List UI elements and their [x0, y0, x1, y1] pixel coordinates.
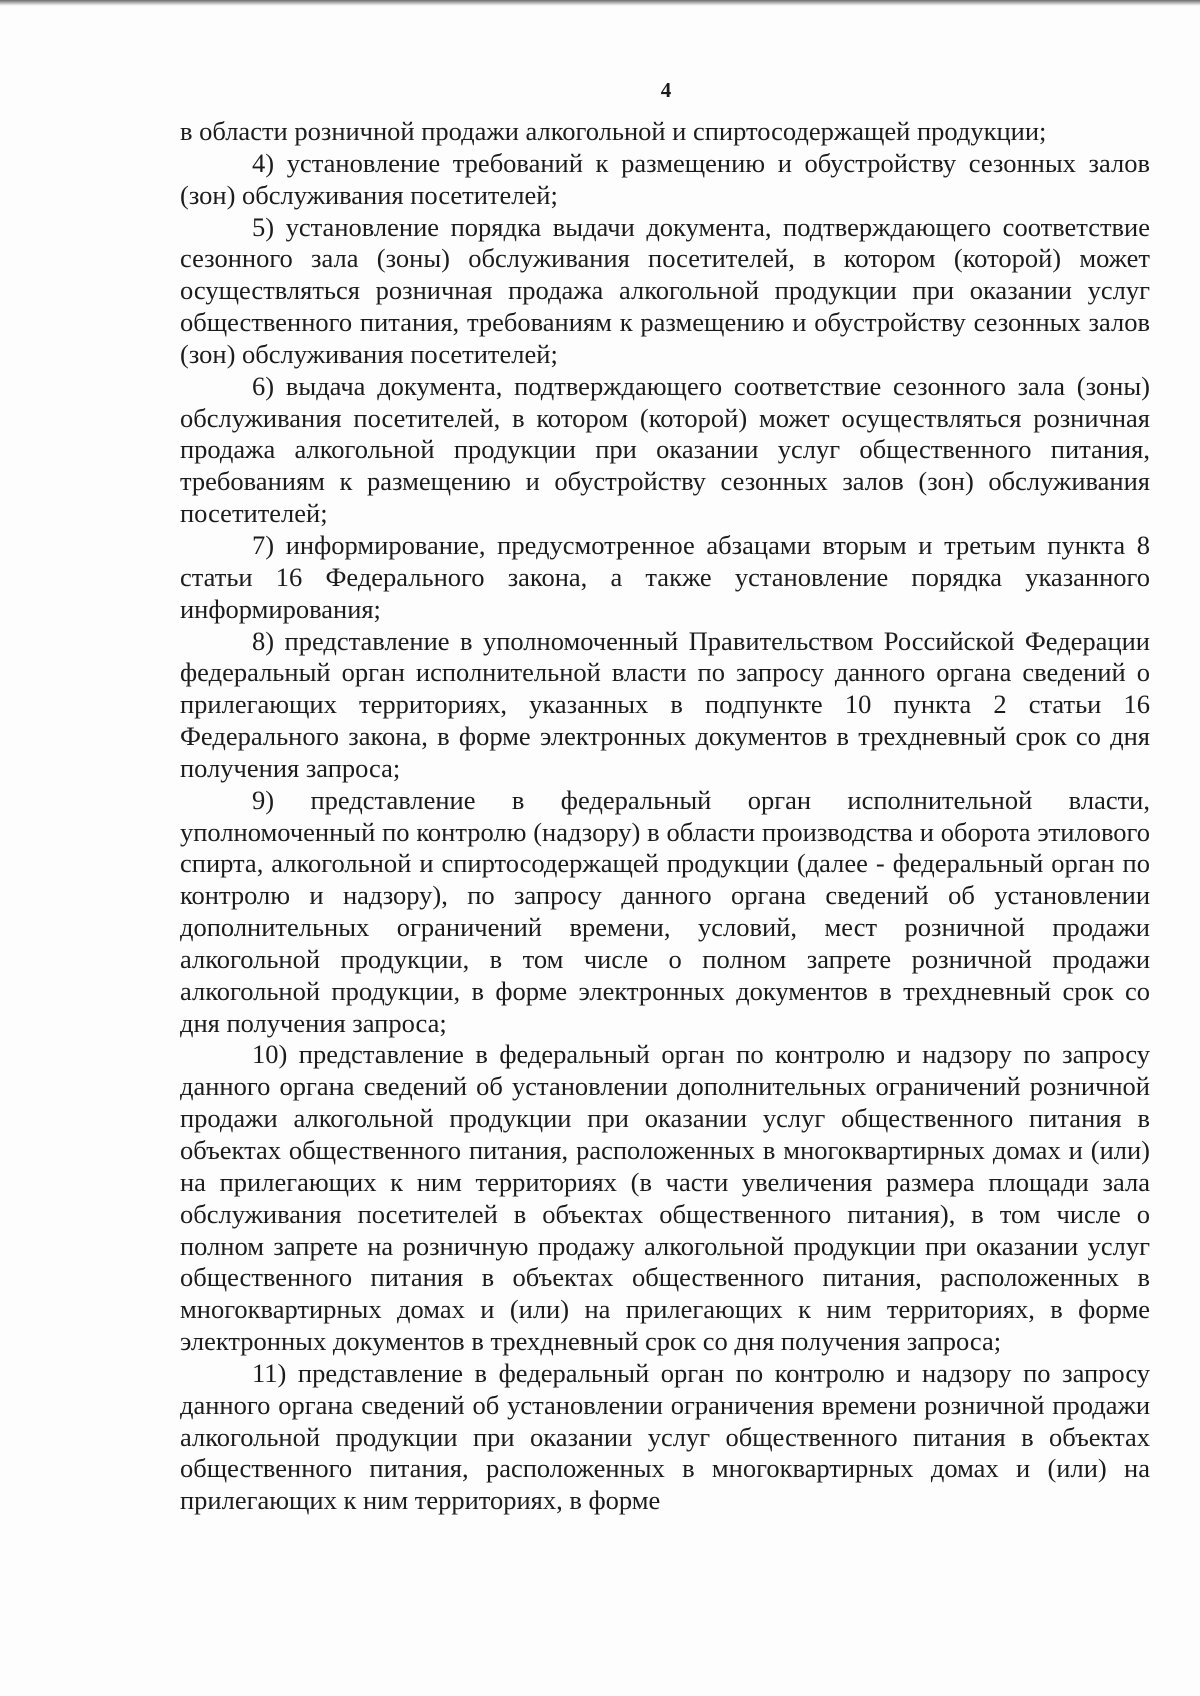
paragraph-item-11: 11) представление в федеральный орган по контролю и надзору по запросу данного органа сведений об установлении ограничения времени розничной продажи алкогольной продукции при оказании услуг общественного питания в объектах общественного питания, расположенных в многоквартирных домах и (или) на прилегающих к ним территориях, в форме [180, 1357, 1150, 1516]
paragraph-item-9: 9) представление в федеральный орган исполнительной власти, уполномоченный по контролю (надзору) в области производства и оборота этилового спирта, алкогольной и спиртосодержащей продукции (далее - федеральный орган по контролю и надзору), по запросу данного органа сведений об установлении дополнительных ограничений времени, условий, мест розничной продажи алкогольной продукции, в том числе о полном запрете розничной продажи алкогольной продукции, в форме электронных документов в трехдневный срок со дня получения запроса; [180, 784, 1150, 1038]
paragraph-item-4: 4) установление требований к размещению и обустройству сезонных залов (зон) обслуживания посетителей; [180, 147, 1150, 210]
paragraph-item-5: 5) установление порядка выдачи документа, подтверждающего соответствие сезонного зала (зоны) обслуживания посетителей, в котором (которой) может осуществляться розничная продажа алкогольной продукции при оказании услуг общественного питания, требованиям к размещению и обустройству сезонных залов (зон) обслуживания посетителей; [180, 211, 1150, 369]
paragraph-item-7: 7) информирование, предусмотренное абзацами вторым и третьим пункта 8 статьи 16 Федерального закона, а также установление порядка указанного информирования; [180, 529, 1150, 624]
paragraph-item-10: 10) представление в федеральный орган по контролю и надзору по запросу данного органа сведений об установлении дополнительных ограничений розничной продажи алкогольной продукции при оказании услуг общественного питания в объектах общественного питания, расположенных в многоквартирных домах и (или) на прилегающих к ним территориях (в части увеличения размера площади зала обслуживания посетителей в объектах общественного питания), в том числе о полном запрете на розничную продажу алкогольной продукции при оказании услуг общественного питания в объектах общественного питания, расположенных в многоквартирных домах и (или) на прилегающих к ним территориях, в форме электронных документов в трехдневный срок со дня получения запроса; [180, 1039, 1150, 1357]
page-number: 4 [660, 78, 672, 102]
scan-top-edge [0, 0, 1200, 6]
paragraph-item-6: 6) выдача документа, подтверждающего соответствие сезонного зала (зоны) обслуживания посетителей, в котором (которой) может осуществляться розничная продажа алкогольной продукции при оказании услуг общественного питания, требованиям к размещению и обустройству сезонных залов (зон) обслуживания посетителей; [180, 370, 1150, 529]
document-body [180, 116, 1150, 1517]
paragraph-item-8: 8) представление в уполномоченный Правительством Российской Федерации федеральный орган исполнительной власти по запросу данного органа сведений о прилегающих территориях, указанных в подпункте 10 пункта 2 статьи 16 Федерального закона, в форме электронных документов в трехдневный срок со дня получения запроса; [180, 625, 1150, 783]
paragraph-continuation: в области розничной продажи алкогольной и спиртосодержащей продукции; [180, 116, 1047, 146]
